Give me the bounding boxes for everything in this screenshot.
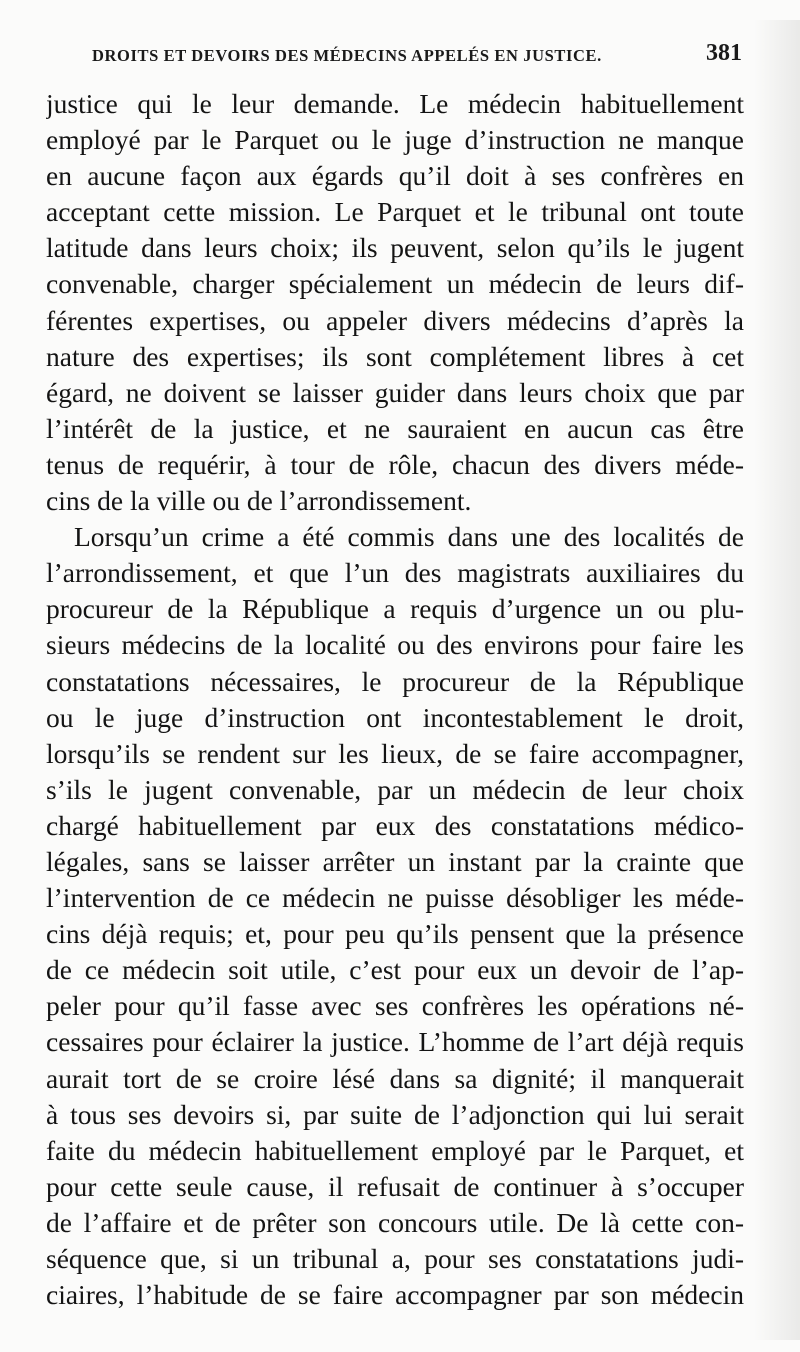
- running-title: DROITS ET DEVOIRS DES MÉDECINS APPELÉS EN JUSTICE.: [92, 46, 602, 65]
- text-line: égard, ne doivent se laisser guider dans leurs choix que par: [46, 376, 744, 408]
- text-line: séquence que, si un tribunal a, pour ses constatations judi-: [46, 1243, 744, 1274]
- paragraph: [46, 86, 744, 519]
- text-line: chargé habituellement par eux des constatations médico-: [46, 809, 744, 841]
- text-line: férentes expertises, ou appeler divers médecins d’après la: [46, 304, 744, 336]
- paragraph: [46, 519, 744, 1313]
- text-line: pour cette seule cause, il refusait de continuer à s’occuper: [46, 1170, 744, 1202]
- text-line: ciaires, l’habitude de se faire accompagner par son médecin: [46, 1279, 744, 1311]
- page-number: 381: [706, 40, 742, 66]
- text-line: convenable, charger spécialement un médecin de leurs dif-: [46, 268, 744, 300]
- text-line: cins déjà requis; et, pour peu qu’ils pensent que la présence: [46, 918, 744, 950]
- text-line: cessaires pour éclairer la justice. L’homme de l’art déjà requis: [46, 1026, 744, 1058]
- text-line: en aucune façon aux égards qu’il doit à ses confrères en: [46, 160, 744, 192]
- text-line: ou le juge d’instruction ont incontestablement le droit,: [46, 701, 744, 733]
- body-text: [46, 86, 744, 1313]
- text-line: légales, sans se laisser arrêter un instant par la crainte que: [46, 845, 744, 877]
- text-line: l’arrondissement, et que l’un des magistrats auxiliaires du: [46, 557, 744, 589]
- text-line: lorsqu’ils se rendent sur les lieux, de se faire accompagner,: [46, 737, 744, 769]
- text-line: constatations nécessaires, le procureur de la République: [46, 665, 744, 697]
- text-line: l’intérêt de la justice, et ne sauraient en aucun cas être: [46, 412, 744, 444]
- text-line: justice qui le leur demande. Le médecin habituellement: [46, 88, 744, 119]
- text-line: employé par le Parquet ou le juge d’instruction ne manque: [46, 124, 744, 156]
- text-line: à tous ses devoirs si, par suite de l’adjonction qui lui serait: [46, 1098, 744, 1130]
- text-line: l’intervention de ce médecin ne puisse désobliger les méde-: [46, 882, 744, 914]
- text-line: latitude dans leurs choix; ils peuvent, selon qu’ils le jugent: [46, 232, 744, 264]
- text-line: s’ils le jugent convenable, par un médecin de leur choix: [46, 773, 744, 805]
- text-line: sieurs médecins de la localité ou des environs pour faire les: [46, 629, 744, 661]
- text-line: tenus de requérir, à tour de rôle, chacun des divers méde-: [46, 448, 744, 480]
- text-line: de ce médecin soit utile, c’est pour eux un devoir de l’ap-: [46, 954, 744, 986]
- text-line: procureur de la République a requis d’urgence un ou plu-: [46, 593, 744, 625]
- text-line: acceptant cette mission. Le Parquet et le tribunal ont toute: [46, 196, 744, 228]
- running-head: [92, 40, 742, 76]
- text-line: nature des expertises; ils sont complétement libres à cet: [46, 340, 744, 372]
- page-edge-shadow: [754, 20, 800, 1340]
- text-line: peler pour qu’il fasse avec ses confrères les opérations né-: [46, 990, 744, 1022]
- text-line: aurait tort de se croire lésé dans sa dignité; il manquerait: [46, 1062, 744, 1094]
- text-line: faite du médecin habituellement employé par le Parquet, et: [46, 1134, 744, 1166]
- text-line: cins de la ville ou de l’arrondissement.: [46, 485, 472, 517]
- text-line: de l’affaire et de prêter son concours utile. De là cette con-: [46, 1206, 744, 1238]
- text-line: Lorsqu’un crime a été commis dans une des localités de: [74, 521, 744, 553]
